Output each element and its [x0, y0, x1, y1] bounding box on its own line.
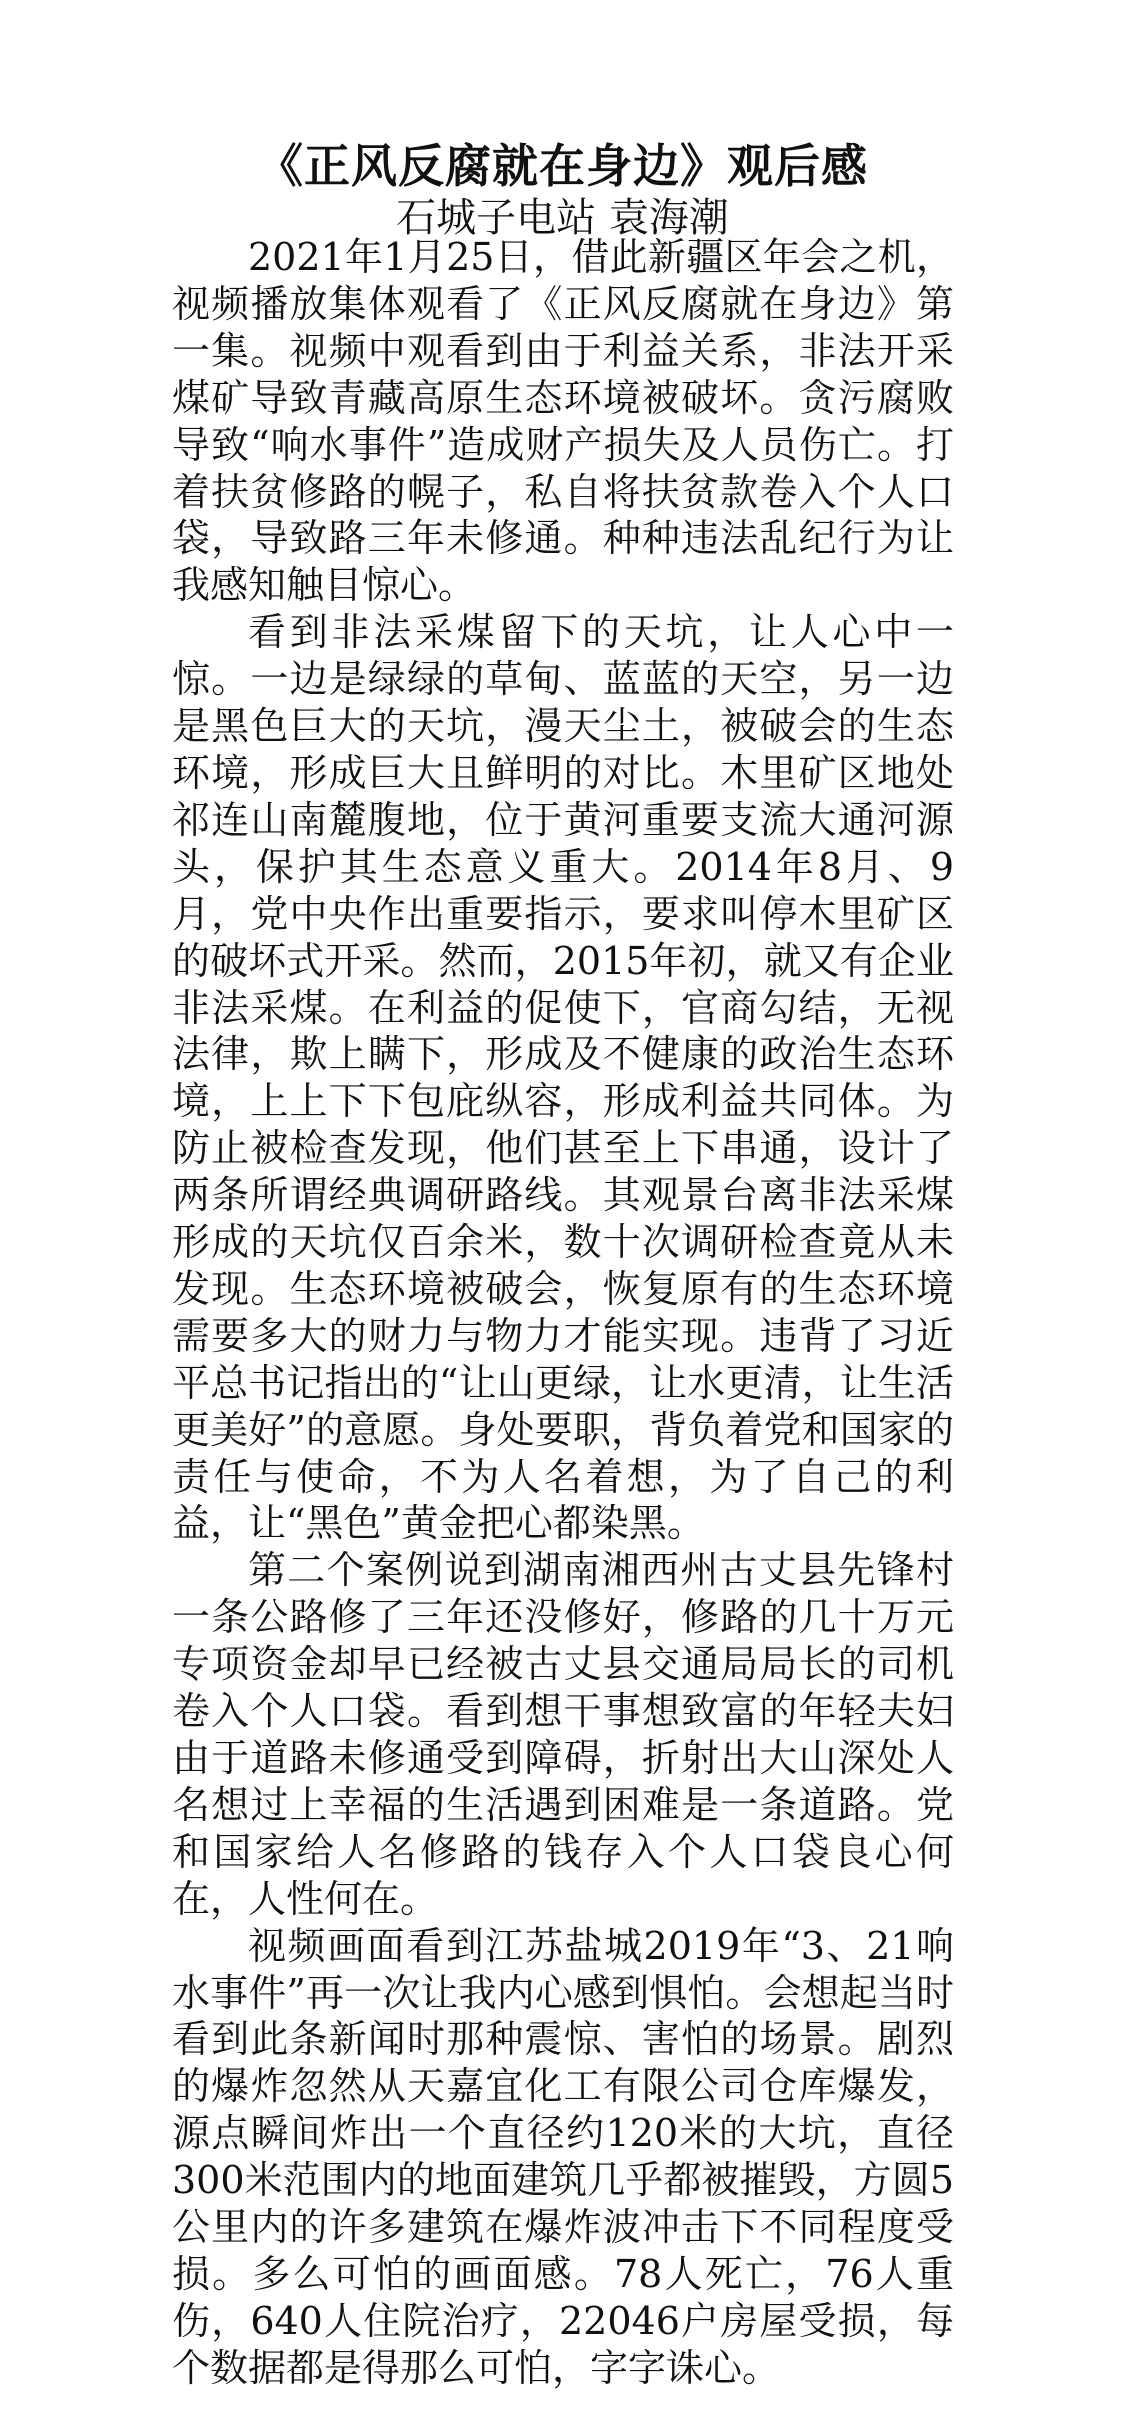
document-body [172, 234, 954, 2392]
paragraph: 视频画面看到江苏盐城2019年“3、21响水事件”再一次让我内心感到惧怕。会想起当时看到此条新闻时那种震惊、害怕的场景。剧烈的爆炸忽然从天嘉宜化工有限公司仓库爆发，源点瞬间炸出一个直径约120米的大坑，直径300米范围内的地面建筑几乎都被摧毁，方圆5公里内的许多建筑在爆炸波冲击下不同程度受损。多么可怕的画面感。78人死亡，76人重伤，640人住院治疗，22046户房屋受损，每个数据都是得那么可怕，字字诛心。 [172, 1923, 954, 2390]
author-byline: 石城子电站 袁海潮 [396, 195, 729, 241]
paragraph: 第二个案例说到湖南湘西州古丈县先锋村一条公路修了三年还没修好，修路的几十万元专项资金却早已经被古丈县交通局局长的司机卷入个人口袋。看到想干事想致富的年轻夫妇由于道路未修通受到障碍，折射出大山深处人名想过上幸福的生活遇到困难是一条道路。党和国家给人名修路的钱存入个人口袋良心何在，人性何在。 [172, 1548, 954, 1921]
document-title: 《正风反腐就在身边》观后感 [257, 139, 868, 193]
paragraph: 2021年1月25日，借此新疆区年会之机，视频播放集体观看了《正风反腐就在身边》第一集。视频中观看到由于利益关系，非法开采煤矿导致青藏高原生态环境被破坏。贪污腐败导致“响水事件”造成财产损失及人员伤亡。打着扶贫修路的幌子，私自将扶贫款卷入个人口袋，导致路三年未修通。种种违法乱纪行为让我感知触目惊心。 [172, 235, 954, 608]
paragraph: 看到非法采煤留下的天坑，让人心中一惊。一边是绿绿的草甸、蓝蓝的天空，另一边是黑色巨大的天坑，漫天尘土，被破会的生态环境，形成巨大且鲜明的对比。木里矿区地处祁连山南麓腹地，位于黄河重要支流大通河源头，保护其生态意义重大。2014年8月、9月，党中央作出重要指示，要求叫停木里矿区的破坏式开采。然而，2015年初，就又有企业非法采煤。在利益的促使下，官商勾结，无视法律，欺上瞒下，形成及不健康的政治生态环境，上上下下包庇纵容，形成利益共同体。为防止被检查发现，他们甚至上下串通，设计了两条所谓经典调研路线。其观景台离非法采煤形成的天坑仅百余米，数十次调研检查竟从未发现。生态环境被破会，恢复原有的生态环境需要多大的财力与物力才能实现。违背了习近平总书记指出的“让山更绿，让水更清，让生活更美好”的意愿。身处要职，背负着党和国家的责任与使命，不为人名着想，为了自己的利益，让“黑色”黄金把心都染黑。 [172, 610, 954, 1546]
